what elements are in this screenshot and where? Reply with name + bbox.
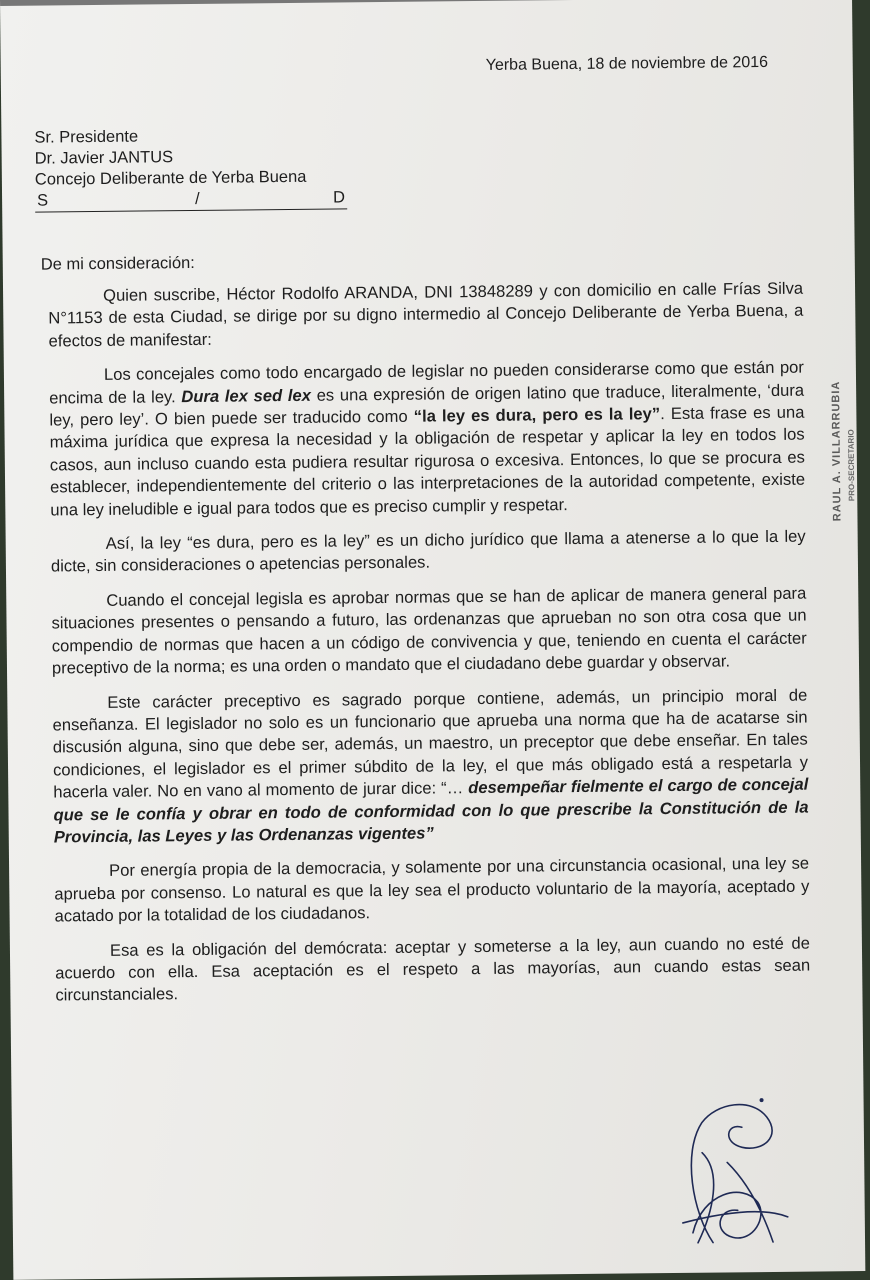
paragraph: Por energía propia de la democracia, y solamente por una circunstancia ocasional, una ley se aprueba por consenso. Lo natural es que la ley sea el producto voluntario de la mayoría, aceptado y acatado por la totalidad de los ciudadanos. — [54, 853, 810, 926]
recipient-address — [34, 125, 306, 191]
paragraph-text: Los concejales como todo encargado de legislar no pueden considerarse como que están por encima de la ley. — [49, 357, 804, 408]
paragraph: Quien suscribe, Héctor Rodolfo ARANDA, DNI 13848289 y con domicilio en calle Frías Silva N°1153 de esta Ciudad, se dirige por su digno intermedio al Concejo Deliberante de Yerba Buena, a efectos de manifestar: — [48, 278, 804, 351]
stamp-title: PRO-SECRETARIO — [846, 429, 857, 502]
paragraph-text: es una expresión de origen latino que traduce, literalmente, ‘dura ley, pero ley’. O bien puede ser traducido como — [49, 380, 805, 430]
oath-quote: desempeñar fielmente el cargo de concejal que se le confía y obrar en todo de conformidad con lo que prescribe la Constitución de la Provincia, las Leyes y las Ordenanzas vigentes” — [53, 774, 809, 847]
address-line: Concejo Deliberante de Yerba Buena — [34, 167, 307, 189]
sd-line — [35, 188, 347, 212]
paragraph-text: . Esta frase es una máxima jurídica que expresa la necesidad y la obligación de respetar y aplicar la ley en todos los casos, aun incluso cuando esta pudiera resultar rigurosa o excesiva. Entonces, lo que se procura es establecer, independientemente del criterio o las interpretaciones de la autoridad competente, existe una ley ineludible e igual para todos que es preciso cumplir y respetar. — [49, 402, 806, 520]
letter-body — [48, 278, 811, 1020]
letter-date: Yerba Buena, 18 de noviembre de 2016 — [485, 53, 769, 74]
sd-s: S — [37, 191, 49, 210]
bold-phrase: “la ley es dura, pero es la ley” — [413, 404, 661, 426]
sd-d: D — [332, 188, 346, 207]
paragraph: Esa es la obligación del demócrata: aceptar y someterse a la ley, aun cuando no esté de acuerdo con ella. Esa aceptación es el respeto a las mayorías, aun cuando estas sean circunstanciales. — [55, 933, 811, 1005]
greeting: De mi consideración: — [40, 253, 195, 274]
paragraph: Cuando el concejal legisla es aprobar normas que se han de aplicar de manera general para situaciones presentes o pensando a futuro, las ordenanzas que aprueban no son otra cosa que un compendio de normas que hacen a un código de convivencia y que, teniendo en cuenta el carácter preceptivo de la norma; es una orden o mandato que el ciudadano debe guardar y observar. — [51, 583, 807, 678]
official-stamp — [830, 371, 865, 531]
paragraph — [52, 684, 809, 849]
address-line: Sr. Presidente — [34, 127, 139, 147]
scan-edge — [0, 0, 852, 6]
paragraph-text: Este carácter preceptivo es sagrado porque contiene, además, un principio moral de enseñanza. El legislador no solo es un funcionario que aprueba una norma que ha de acatarse sin discusión alguna, sino que debe ser, además, un maestro, un preceptor que debe enseñar. En tales condiciones, el legislador es el primer súbdito de la ley, el que más obligado está a respetarla y hacerla valer. No en vano al momento de jurar dice: “… — [52, 685, 809, 802]
latin-phrase: Dura lex sed lex — [181, 385, 312, 406]
sd-slash: / — [195, 189, 200, 208]
paragraph: Así, la ley “es dura, pero es la ley” es un dicho jurídico que llama a atenerse a lo que la ley dicte, sin consideraciones o apetencias personales. — [50, 526, 806, 576]
address-line: Dr. Javier JANTUS — [34, 148, 174, 168]
paragraph — [49, 357, 806, 522]
signature-icon — [671, 1092, 793, 1253]
stamp-name: RAUL A. VILLARRUBIA — [830, 380, 844, 522]
